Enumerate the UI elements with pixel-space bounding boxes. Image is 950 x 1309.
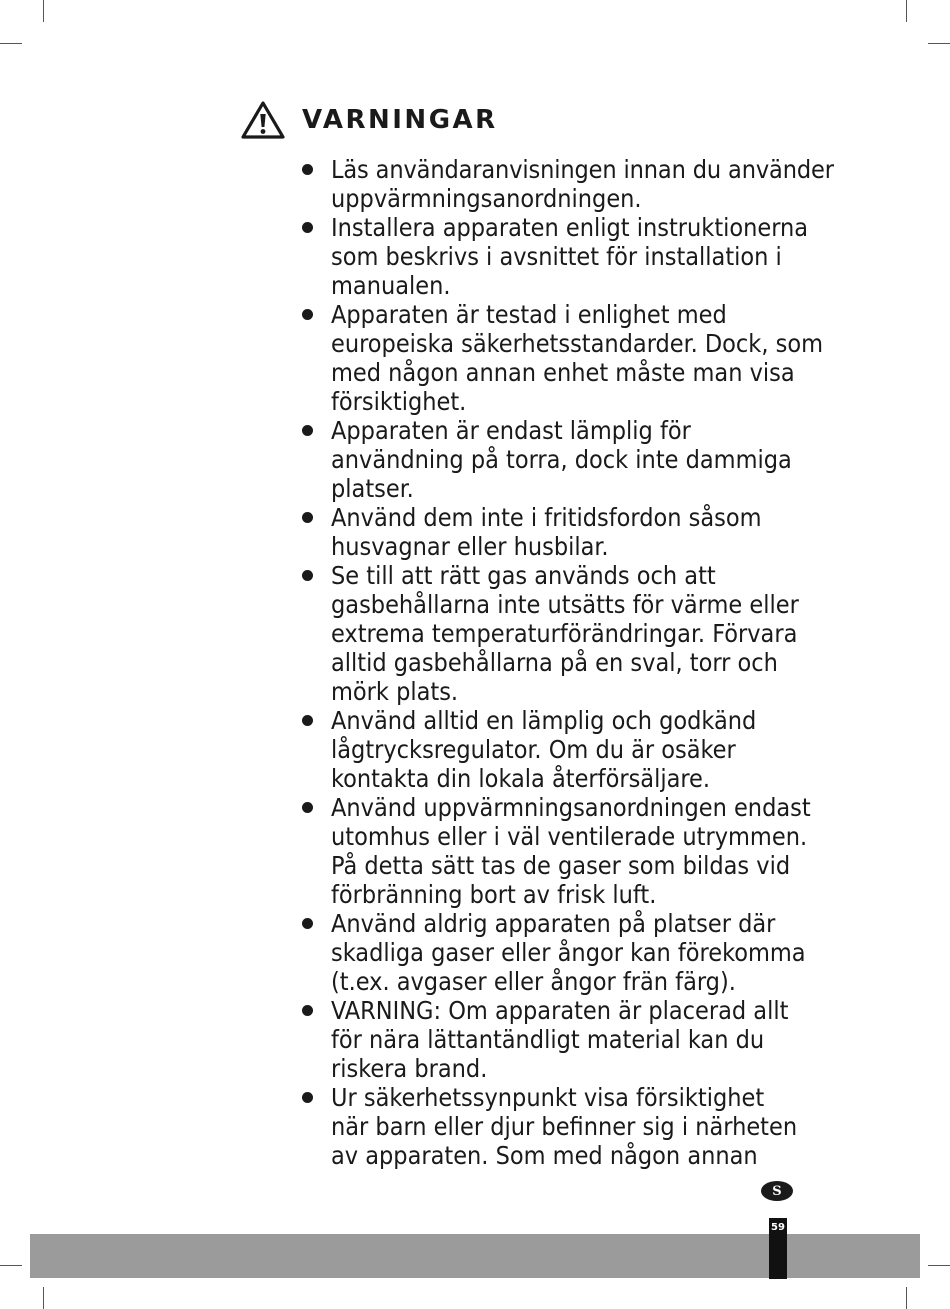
warning-text-line: användning på torra, dock inte dammiga: [331, 445, 792, 474]
warning-text-line: när barn eller djur befinner sig i närheten: [331, 1112, 798, 1141]
warning-text-line: av apparaten. Som med någon annan: [331, 1141, 758, 1170]
bullet-icon: [302, 309, 313, 320]
warning-text-line: Använd uppvärmningsanordningen endast: [331, 793, 811, 822]
warning-item: [300, 1083, 834, 1170]
warning-text-line: för nära lättantändligt material kan du: [331, 1025, 765, 1054]
bullet-icon: [302, 512, 313, 523]
warning-text-line: kontakta din lokala återförsäljare.: [331, 764, 711, 793]
section-title: VARNINGAR: [302, 105, 498, 135]
crop-mark: [43, 1287, 44, 1309]
crop-mark: [906, 0, 907, 22]
warning-text-line: manualen.: [331, 271, 451, 300]
section-heading: [240, 100, 498, 140]
warning-item: [300, 300, 834, 416]
warning-item: [300, 793, 834, 909]
warning-text-line: husvagnar eller husbilar.: [331, 532, 609, 561]
crop-mark: [928, 1265, 950, 1266]
bullet-icon: [302, 425, 313, 436]
warning-text-line: Läs användaranvisningen innan du använder: [331, 155, 834, 184]
warning-text-line: VARNING: Om apparaten är placerad allt: [331, 996, 789, 1025]
warning-text-line: skadliga gaser eller ångor kan förekomma: [331, 938, 806, 967]
warning-item: [300, 909, 834, 996]
warning-text-line: På detta sätt tas de gaser som bildas vid: [331, 851, 791, 880]
warning-text-line: Installera apparaten enligt instruktionerna: [331, 213, 809, 242]
warning-text-line: europeiska säkerhetsstandarder. Dock, som: [331, 329, 823, 358]
crop-mark: [928, 43, 950, 44]
warning-text-line: Ur säkerhetssynpunkt visa försiktighet: [331, 1083, 765, 1112]
warning-text-line: Använd aldrig apparaten på platser där: [331, 909, 776, 938]
crop-mark: [0, 43, 22, 44]
crop-mark: [906, 1287, 907, 1309]
crop-mark: [0, 1265, 22, 1266]
language-badge: S: [761, 1181, 793, 1201]
warning-text-line: som beskrivs i avsnittet för installation i: [331, 242, 782, 271]
warning-text-line: gasbehållarna inte utsätts för värme eller: [331, 590, 799, 619]
crop-mark: [43, 0, 44, 22]
bullet-icon: [302, 222, 313, 233]
page-tab: [769, 1218, 787, 1279]
warning-item: [300, 503, 834, 561]
warning-text-line: Apparaten är testad i enlighet med: [331, 300, 727, 329]
page-number: 59: [771, 1222, 785, 1233]
warning-text-line: utomhus eller i väl ventilerade utrymmen.: [331, 822, 808, 851]
bullet-icon: [302, 1005, 313, 1016]
warning-item: [300, 155, 834, 213]
warning-text-line: (t.ex. avgaser eller ångor frän färg).: [331, 967, 736, 996]
warning-text-line: Använd alltid en lämplig och godkänd: [331, 706, 757, 735]
warning-text-line: försiktighet.: [331, 387, 467, 416]
warning-item: [300, 416, 834, 503]
bullet-icon: [302, 570, 313, 581]
warning-text-line: uppvärmningsanordningen.: [331, 184, 642, 213]
warning-item: [300, 996, 834, 1083]
warning-triangle-icon: [240, 100, 286, 140]
warning-text-line: med någon annan enhet måste man visa: [331, 358, 795, 387]
warning-text-line: lågtrycksregulator. Om du är osäker: [331, 735, 736, 764]
warning-item: [300, 213, 834, 300]
warning-text-line: alltid gasbehållarna på en sval, torr och: [331, 648, 778, 677]
warning-text-line: mörk plats.: [331, 677, 459, 706]
bullet-icon: [302, 1092, 313, 1103]
bullet-icon: [302, 918, 313, 929]
bullet-icon: [302, 164, 313, 175]
warning-text-line: Använd dem inte i fritidsfordon såsom: [331, 503, 762, 532]
bullet-icon: [302, 715, 313, 726]
warning-text-line: extrema temperaturförändringar. Förvara: [331, 619, 798, 648]
warning-item: [300, 561, 834, 706]
warning-text-line: Se till att rätt gas används och att: [331, 561, 716, 590]
warning-text-line: riskera brand.: [331, 1054, 488, 1083]
bullet-icon: [302, 802, 313, 813]
warning-text-line: Apparaten är endast lämplig för: [331, 416, 691, 445]
warning-item: [300, 706, 834, 793]
warning-list: [300, 155, 834, 1170]
warning-text-line: platser.: [331, 474, 414, 503]
warning-text-line: förbränning bort av frisk luft.: [331, 880, 657, 909]
